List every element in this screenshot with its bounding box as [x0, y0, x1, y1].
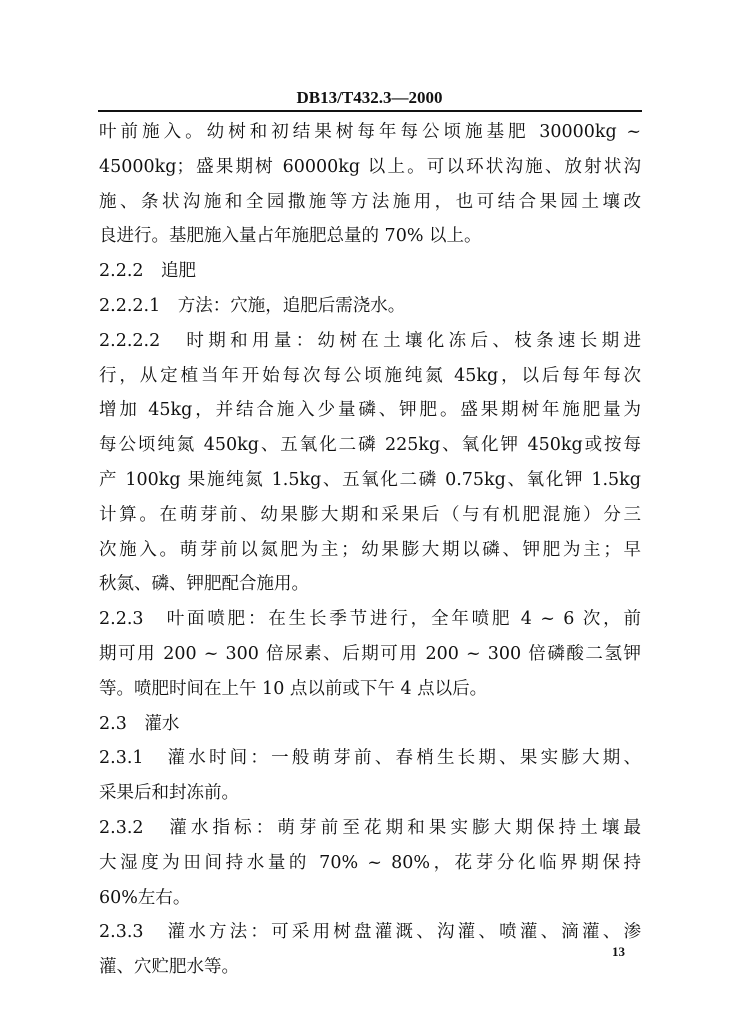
- text-line: 秋氮、磷、钾肥配合施用。: [99, 574, 309, 595]
- text-line: 产 100kg 果施纯氮 1.5kg、五氧化二磷 0.75kg、氧化钾 1.5kg: [99, 469, 641, 490]
- text-line: 2.3.2 灌水指标：萌芽前至花期和果实膨大期保持土壤最: [99, 817, 641, 838]
- text-line: 2.2.2.2 时期和用量：幼树在土壤化冻后、枝条速长期进: [99, 330, 641, 351]
- text-line: 次施入。萌芽前以氮肥为主；幼果膨大期以磷、钾肥为主；早: [99, 539, 641, 560]
- text-line: 采果后和封冻前。: [99, 783, 239, 804]
- text-line: 2.3.1 灌水时间：一般萌芽前、春梢生长期、果实膨大期、: [99, 748, 641, 769]
- standard-code-header: DB13/T432.3—2000: [296, 88, 443, 107]
- text-line: 每公顷纯氮 450kg、五氧化二磷 225kg、氧化钾 450kg或按每: [99, 435, 641, 456]
- text-line: 期可用 200 ~ 300 倍尿素、后期可用 200 ~ 300 倍磷酸二氢钾: [99, 643, 641, 664]
- text-line: 灌、穴贮肥水等。: [99, 957, 239, 978]
- text-line: 计算。在萌芽前、幼果膨大期和采果后（与有机肥混施）分三: [99, 504, 641, 525]
- text-line: 施、条状沟施和全园撒施等方法施用，也可结合果园土壤改: [99, 191, 641, 212]
- text-line: 45000kg；盛果期树 60000kg 以上。可以环状沟施、放射状沟: [99, 156, 641, 177]
- page-number: 13: [612, 944, 625, 959]
- text-line: 60%左右。: [99, 887, 191, 908]
- text-line: 2.2.3 叶面喷肥：在生长季节进行，全年喷肥 4 ~ 6 次，前: [99, 609, 641, 630]
- section-heading: 2.2.2 追肥: [99, 261, 197, 282]
- document-body: [99, 115, 641, 985]
- text-line: 2.3.3 灌水方法：可采用树盘灌溉、沟灌、喷灌、滴灌、渗: [99, 922, 641, 943]
- header-rule: [98, 110, 642, 112]
- text-line: 大湿度为田间持水量的 70% ~ 80%，花芽分化临界期保持: [99, 852, 641, 873]
- text-line: 行，从定植当年开始每次每公顷施纯氮 45kg，以后每年每次: [99, 365, 641, 386]
- text-line: 等。喷肥时间在上午 10 点以前或下午 4 点以后。: [99, 678, 488, 699]
- text-line: 2.2.2.1 方法：穴施，追肥后需浇水。: [99, 295, 406, 316]
- text-line: 增加 45kg，并结合施入少量磷、钾肥。盛果期树年施肥量为: [99, 400, 641, 421]
- text-line: 良进行。基肥施入量占年施肥总量的 70% 以上。: [99, 226, 482, 247]
- text-line: 叶前施入。幼树和初结果树每年每公顷施基肥 30000kg ~: [99, 122, 641, 142]
- section-heading: 2.3 灌水: [99, 713, 180, 734]
